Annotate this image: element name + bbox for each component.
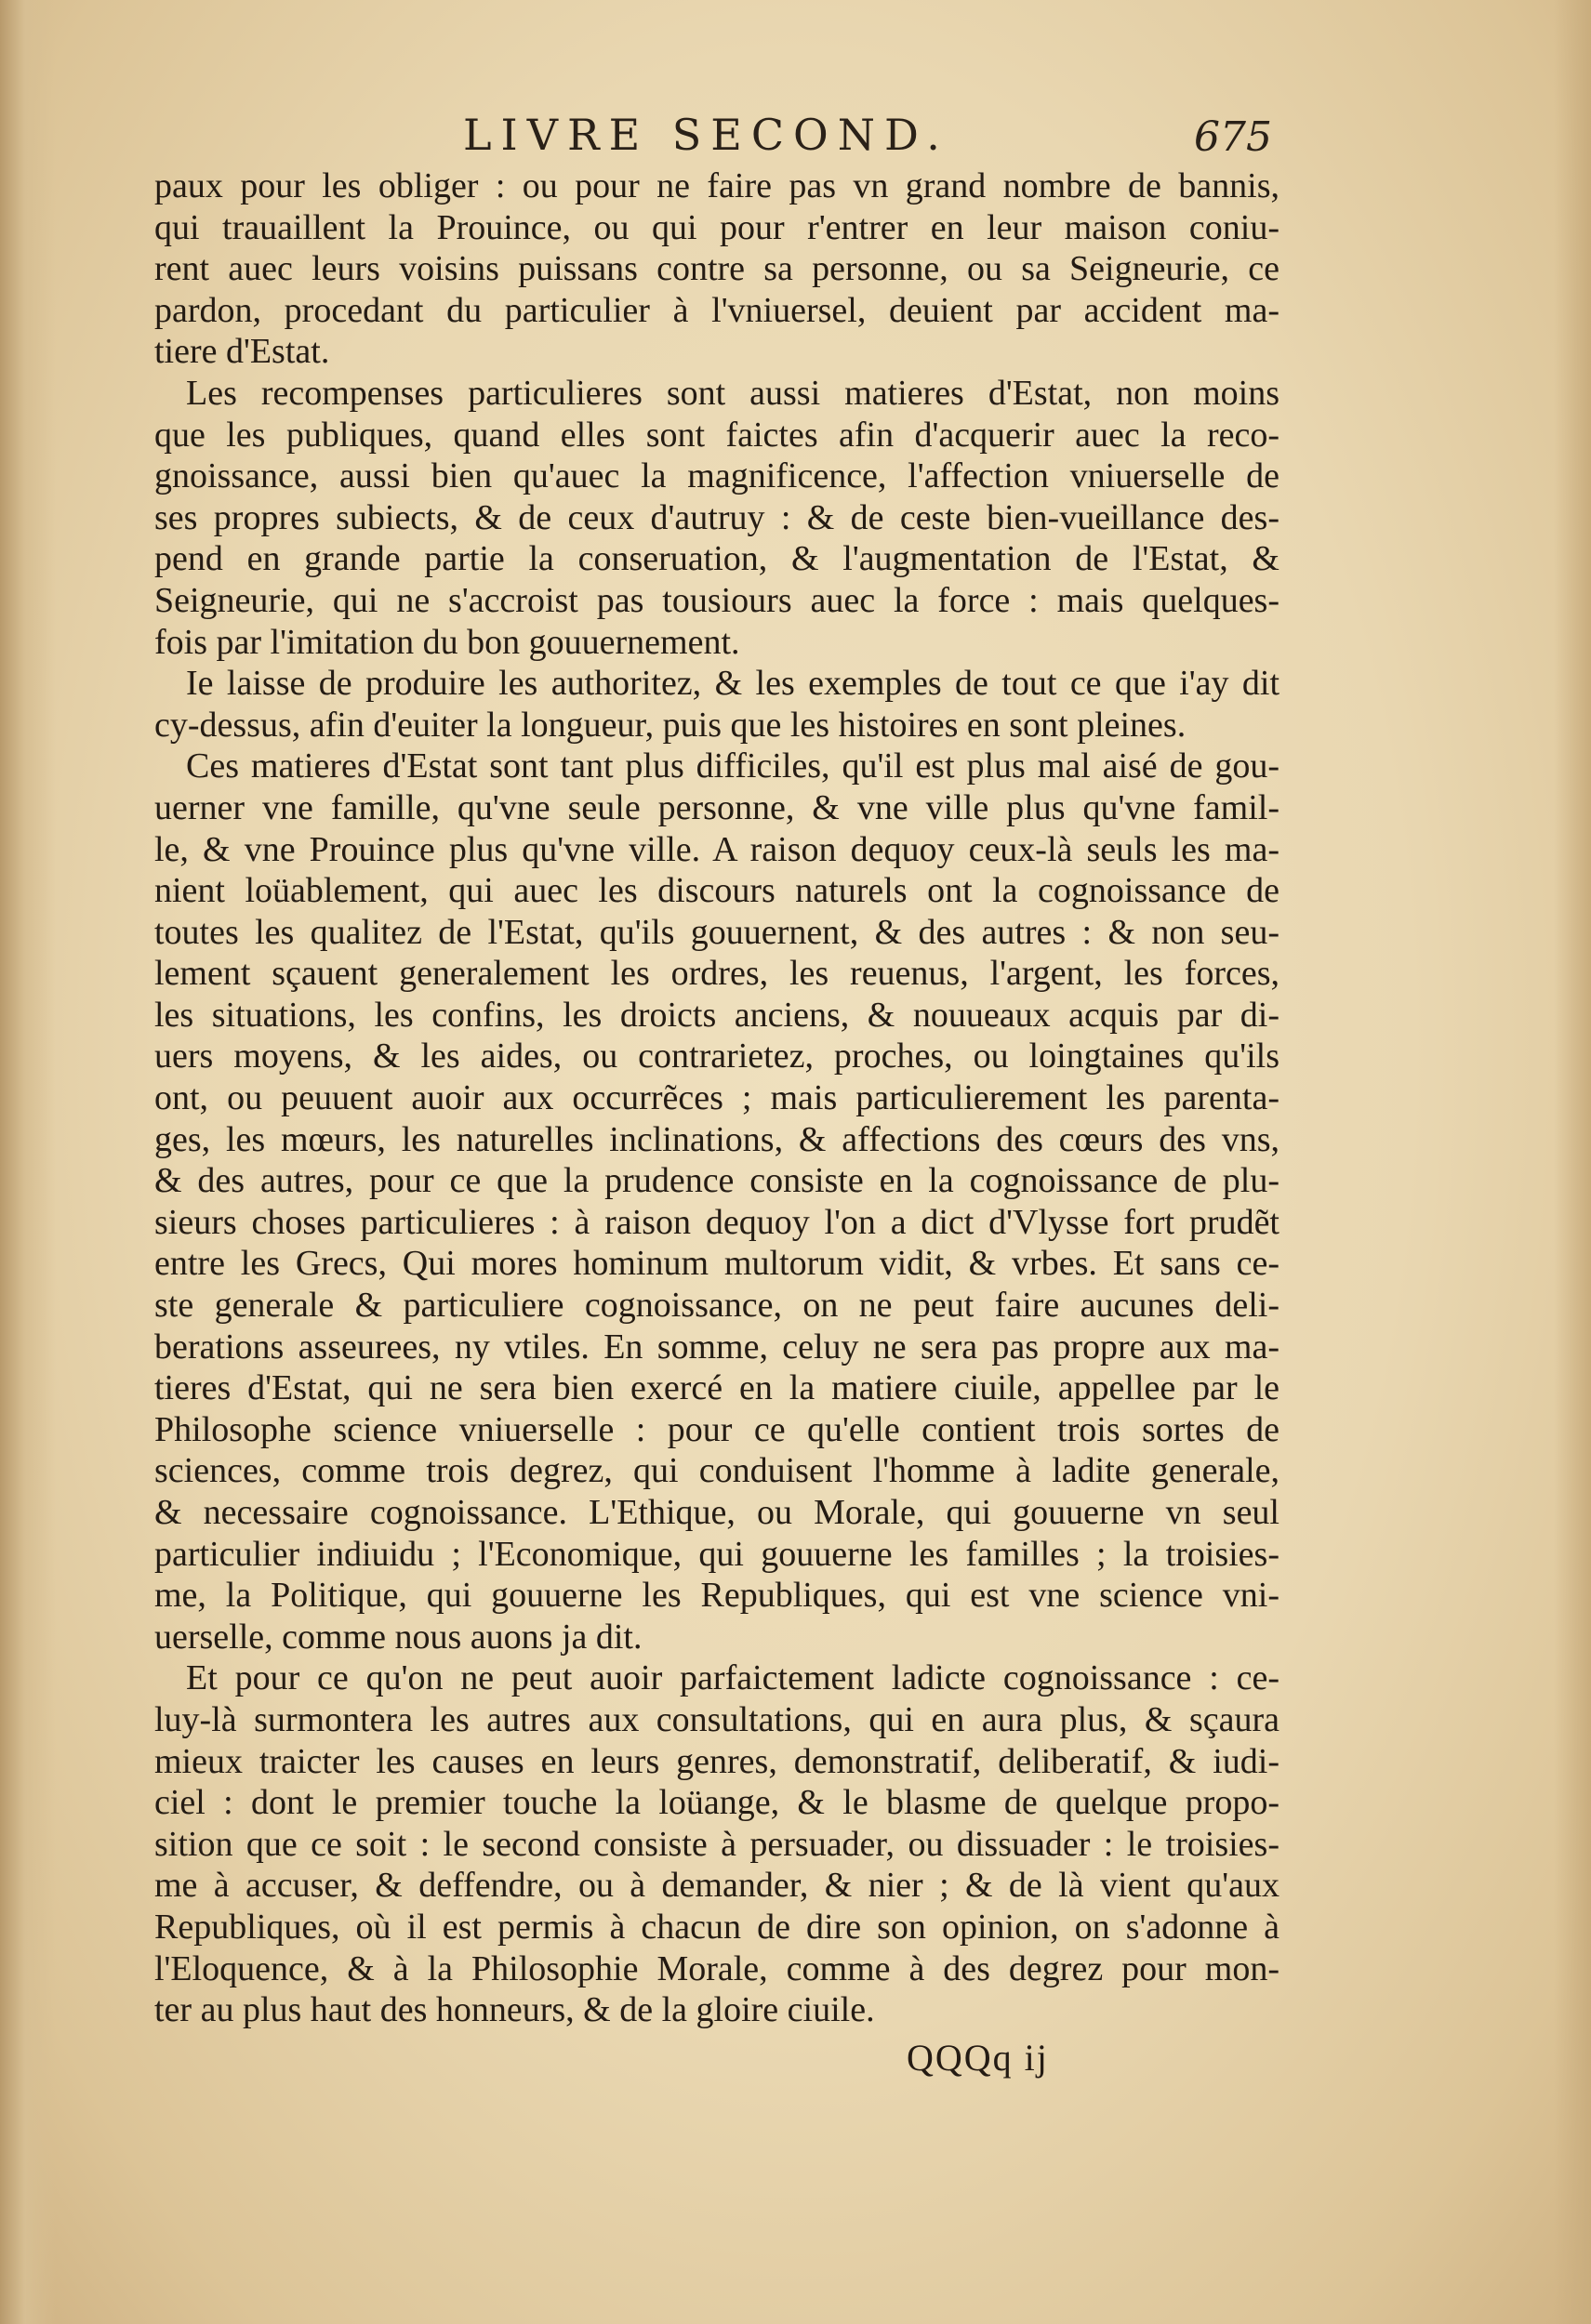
text-line: qui trauaillent la Prouince, ou qui pour r'entrer en leur maison coniu- [154, 207, 1279, 247]
text-line: fois par l'imitation du bon gouuernement. [154, 622, 740, 662]
text-line: pend en grande partie la conseruation, & l'augmentation de l'Estat, & [154, 539, 1279, 579]
text-line: luy-là surmontera les autres aux consultations, qui en aura plus, & sçaura [154, 1699, 1279, 1739]
text-line: uerselle, comme nous auons ja dit. [154, 1617, 643, 1657]
text-line: ste generale & particuliere cognoissance, on ne peut faire aucunes deli- [154, 1286, 1279, 1326]
page-number: 675 [1194, 113, 1272, 161]
text-line: Ie laisse de produire les authoritez, & les exemples de tout ce que i'ay dit [186, 664, 1279, 704]
text-line: gnoissance, aussi bien qu'auec la magnificence, l'affection vniuerselle de [154, 456, 1279, 496]
text-line: pardon, procedant du particulier à l'vniuersel, deuient par accident ma- [154, 290, 1279, 330]
text-line: tiere d'Estat. [154, 332, 330, 372]
text-line: les situations, les confins, les droicts anciens, & nouueaux acquis par di- [154, 995, 1279, 1035]
text-line: Seigneurie, qui ne s'accroist pas tousiours auec la force : mais quelques- [154, 580, 1279, 620]
text-line: Et pour ce qu'on ne peut auoir parfaictement ladicte cognoissance : ce- [186, 1658, 1279, 1698]
text-line: Philosophe science vniuerselle : pour ce qu'elle contient trois sortes de [154, 1409, 1279, 1449]
text-line: particulier indiuidu ; l'Economique, qui gouuerne les familles ; la troisies- [154, 1534, 1279, 1574]
text-line: ciel : dont le premier touche la loüange, & le blasme de quelque propo- [154, 1783, 1279, 1823]
text-line: cy-dessus, afin d'euiter la longueur, puis que les histoires en sont pleines. [154, 705, 1187, 745]
text-line: me à accuser, & deffendre, ou à demander, & nier ; & de là vient qu'aux [154, 1866, 1279, 1906]
text-line: ges, les mœurs, les naturelles inclinations, & affections des cœurs des vns, [154, 1119, 1279, 1159]
text-line: & necessaire cognoissance. L'Ethique, ou Morale, qui gouuerne vn seul [154, 1493, 1279, 1532]
text-line: uerner vne famille, qu'vne seule personne, & vne ville plus qu'vne famil- [154, 787, 1279, 827]
text-line: mieux traicter les causes en leurs genres, demonstratif, deliberatif, & iudi- [154, 1741, 1279, 1781]
text-line: & des autres, pour ce que la prudence consiste en la cognoissance de plu- [154, 1161, 1279, 1201]
text-line: Ces matieres d'Estat sont tant plus difficiles, qu'il est plus mal aisé de gou- [186, 746, 1279, 786]
text-line: sieurs choses particulieres : à raison dequoy l'on a dict d'Vlysse fort prudẽt [154, 1202, 1279, 1242]
text-line: nient loüablement, qui auec les discours naturels ont la cognoissance de [154, 871, 1279, 911]
text-line: Les recompenses particulieres sont aussi matieres d'Estat, non moins [186, 373, 1279, 413]
text-line: tieres d'Estat, qui ne sera bien exercé en la matiere ciuile, appellee par le [154, 1368, 1279, 1408]
text-line: paux pour les obliger : ou pour ne faire pas vn grand nombre de bannis, [154, 166, 1279, 205]
text-line: que les publiques, quand elles sont faictes afin d'acquerir auec la reco- [154, 415, 1279, 455]
text-line: sciences, comme trois degrez, qui conduisent l'homme à ladite generale, [154, 1451, 1279, 1491]
text-line: l'Eloquence, & à la Philosophie Morale, comme à des degrez pour mon- [154, 1948, 1279, 1988]
text-line: berations asseurees, ny vtiles. En somme, celuy ne sera pas propre aux ma- [154, 1327, 1279, 1367]
text-line: entre les Grecs, Qui mores hominum multorum vidit, & vrbes. Et sans ce- [154, 1244, 1279, 1284]
text-line: Republiques, où il est permis à chacun de dire son opinion, on s'adonne à [154, 1907, 1279, 1947]
text-line: lement sçauent generalement les ordres, les reuenus, l'argent, les forces, [154, 954, 1279, 994]
text-line: toutes les qualitez de l'Estat, qu'ils gouuernent, & des autres : & non seu- [154, 912, 1279, 952]
text-line: me, la Politique, qui gouuerne les Republiques, qui est vne science vni- [154, 1576, 1279, 1616]
text-line: ses propres subiects, & de ceux d'autruy : & de ceste bien-vueillance des- [154, 497, 1279, 537]
text-line: uers moyens, & les aides, ou contrarietez, proches, ou loingtaines qu'ils [154, 1037, 1279, 1076]
running-title: LIVRE SECOND. [463, 110, 949, 160]
text-line: rent auec leurs voisins puissans contre sa personne, ou sa Seigneurie, ce [154, 249, 1279, 289]
text-line: ter au plus haut des honneurs, & de la gloire ciuile. [154, 1990, 875, 2030]
text-line: sition que ce soit : le second consiste à persuader, ou dissuader : le troisies- [154, 1824, 1279, 1864]
text-body [154, 165, 1279, 2031]
signature-mark: QQQq ij [907, 2037, 1049, 2079]
text-line: le, & vne Prouince plus qu'vne ville. A raison dequoy ceux-là seuls les ma- [154, 829, 1279, 869]
text-line: ont, ou peuuent auoir aux occurrẽces ; mais particulierement les parenta- [154, 1078, 1279, 1118]
